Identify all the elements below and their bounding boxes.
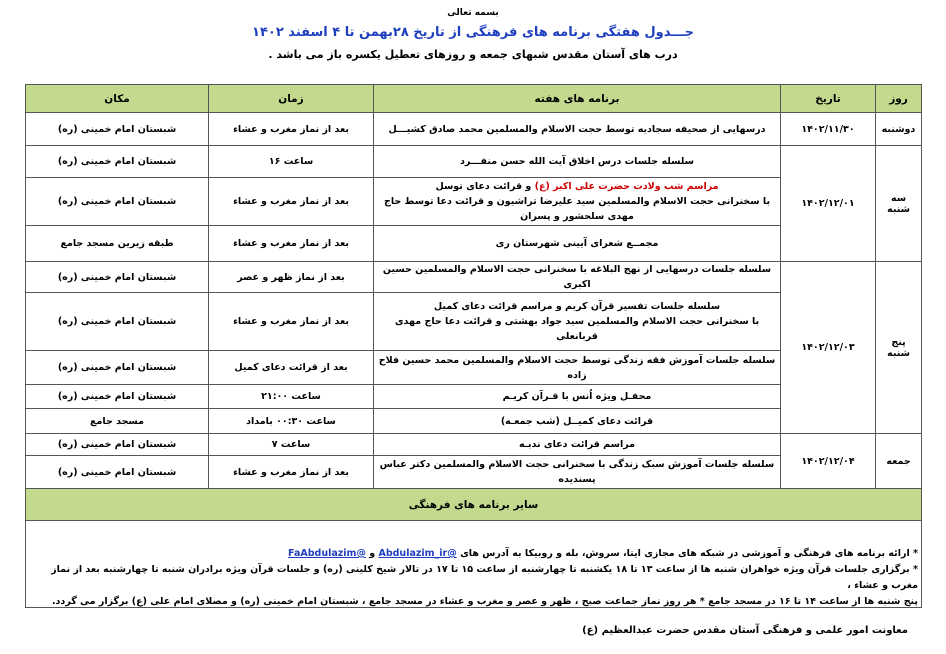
program-cell: درسهایی از صحیفه سجادیه توسط حجت الاسلام والمسلمین محمد صادق کشیـــل	[374, 113, 781, 146]
day-cell: سه شنبه	[876, 146, 922, 262]
time-cell: بعد از نماز ظهر و عصر	[209, 262, 374, 293]
note-line: پنج شنبه ها از ساعت ۱۴ تا ۱۶ در مسجد جامع * هر روز نماز جماعت صبح ، ظهر و عصر و مغرب و عشاء در مسجد جامع ، شبستان امام خمینی (ره) و مصلای امام علی (ع) برگزار می گردد.	[51, 596, 918, 607]
place-cell: شبستان امام خمینی (ره)	[26, 434, 209, 456]
table-row	[26, 146, 922, 178]
place-cell: شبستان امام خمینی (ره)	[26, 293, 209, 351]
day-cell: جمعه	[876, 434, 922, 489]
col-place: مکان	[26, 85, 209, 113]
place-cell: شبستان امام خمینی (ره)	[26, 456, 209, 489]
program-cell: مراسم قرائت دعای ندبـه	[374, 434, 781, 456]
note-line: * برگزاری جلسات قرآن ویژه خواهران شنبه ها از ساعت ۱۳ تا ۱۸ یکشنبه تا چهارشنبه از ساعت ۱۵ تا ۱۷ در تالار شیخ کلینی (ره) و جلسات قرآن ویژه برادران شنبه تا چهارشنبه بعد از نماز مغرب و عشاء ،	[51, 564, 918, 591]
place-cell: مسجد جامع	[26, 409, 209, 434]
time-cell: بعد از نماز مغرب و عشاء	[209, 113, 374, 146]
program-highlight: مراسم شب ولادت حضرت علی اکبر (ع)	[534, 181, 719, 192]
table-row	[26, 262, 922, 293]
place-cell: شبستان امام خمینی (ره)	[26, 262, 209, 293]
time-cell: ساعت ۲۱:۰۰	[209, 385, 374, 409]
time-cell: ساعت ۷	[209, 434, 374, 456]
place-cell: شبستان امام خمینی (ره)	[26, 351, 209, 385]
place-cell: شبستان امام خمینی (ره)	[26, 385, 209, 409]
note-and: و	[365, 548, 379, 559]
other-programs-row	[26, 489, 922, 521]
program-line: سلسله جلسات تفسیر قرآن کریم و مراسم قرائت دعای کمیل	[433, 301, 721, 312]
program-cell: سلسله جلسات آموزش سبک زندگی با سخنرانی حجت الاسلام والمسلمین دکتر عباس پسندیده	[374, 456, 781, 489]
date-cell: ۱۴۰۲/۱۲/۰۴	[781, 434, 876, 489]
page-title: جـــدول هفتگی برنامه های فرهنگی از تاریخ ۲۸بهمن تا ۴ اسفند ۱۴۰۲	[252, 25, 694, 40]
notes-text	[28, 546, 918, 610]
program-cell: محفـل ویژه اُنس با قـرآن کریـم	[374, 385, 781, 409]
col-time: زمان	[209, 85, 374, 113]
program-cell: قرائت دعای کمیــل (شب جمعـه)	[374, 409, 781, 434]
time-cell: بعد از نماز مغرب و عشاء	[209, 178, 374, 226]
col-program: برنامه های هفته	[374, 85, 781, 113]
page-footer: معاونت امور علمی و فرهنگی آستان مقدس حضرت عبدالعظیم (ع)	[582, 625, 908, 636]
program-cell: سلسله جلسات آموزش فقه زندگی توسط حجت الاسلام والمسلمین محمد حسین فلاح زاده	[374, 351, 781, 385]
place-cell: شبستان امام خمینی (ره)	[26, 113, 209, 146]
place-cell: شبستان امام خمینی (ره)	[26, 178, 209, 226]
program-cell	[374, 293, 781, 351]
time-cell: بعد از نماز مغرب و عشاء	[209, 456, 374, 489]
note-line	[28, 546, 918, 562]
day-cell: دوشنبه	[876, 113, 922, 146]
time-cell: بعد از قرائت دعای کمیل	[209, 351, 374, 385]
program-line: و قرائت دعای توسل	[435, 181, 535, 192]
page-subtitle: درب های آستان مقدس شبهای جمعه و روزهای تعطیل یکسره باز می باشد .	[268, 48, 678, 61]
program-cell: سلسله جلسات درسهایی از نهج البلاغه با سخنرانی حجت الاسلام والمسلمین حسین اکبری	[374, 262, 781, 293]
date-cell: ۱۴۰۲/۱۱/۳۰	[781, 113, 876, 146]
social-link[interactable]: @Abdulazim_ir	[378, 548, 457, 559]
date-cell: ۱۴۰۲/۱۲/۰۱	[781, 146, 876, 262]
time-cell: بعد از نماز مغرب و عشاء	[209, 226, 374, 262]
table-header-row	[26, 85, 922, 113]
program-line: با سخنرانی حجت الاسلام والمسلمین سید جواد بهشتی و قرائت دعا حاج مهدی قربانعلی	[394, 316, 760, 342]
other-programs-header: سایر برنامه های فرهنگی	[26, 489, 922, 521]
time-cell: ساعت ۰۰:۳۰ بامداد	[209, 409, 374, 434]
table-row	[26, 434, 922, 456]
col-day: روز	[876, 85, 922, 113]
place-cell: شبستان امام خمینی (ره)	[26, 146, 209, 178]
time-cell: ساعت ۱۶	[209, 146, 374, 178]
date-cell: ۱۴۰۲/۱۲/۰۳	[781, 262, 876, 434]
time-cell: بعد از نماز مغرب و عشاء	[209, 293, 374, 351]
schedule-table	[25, 84, 922, 608]
program-cell: سلسله جلسات درس اخلاق آیت الله حسن منفـــرد	[374, 146, 781, 178]
place-cell: طبقه زیرین مسجد جامع	[26, 226, 209, 262]
day-cell: پنج شنبه	[876, 262, 922, 434]
bismillah: بسمه تعالی	[447, 8, 499, 18]
table-row	[26, 113, 922, 146]
social-link[interactable]: @FaAbdulazim	[288, 548, 366, 559]
program-line: با سخنرانی حجت الاسلام والمسلمین سید علیرضا تراشیون و قرائت دعا توسط حاج مهدی سلحشور و پسران	[383, 196, 771, 222]
col-date: تاریخ	[781, 85, 876, 113]
program-cell: مجمــع شعرای آیینی شهرستان ری	[374, 226, 781, 262]
note-text: * ارائه برنامه های فرهنگی و آموزشی در شبکه های مجازی ایتا، سروش، بله و روبیکا به آدرس های	[460, 548, 918, 559]
program-cell	[374, 178, 781, 226]
